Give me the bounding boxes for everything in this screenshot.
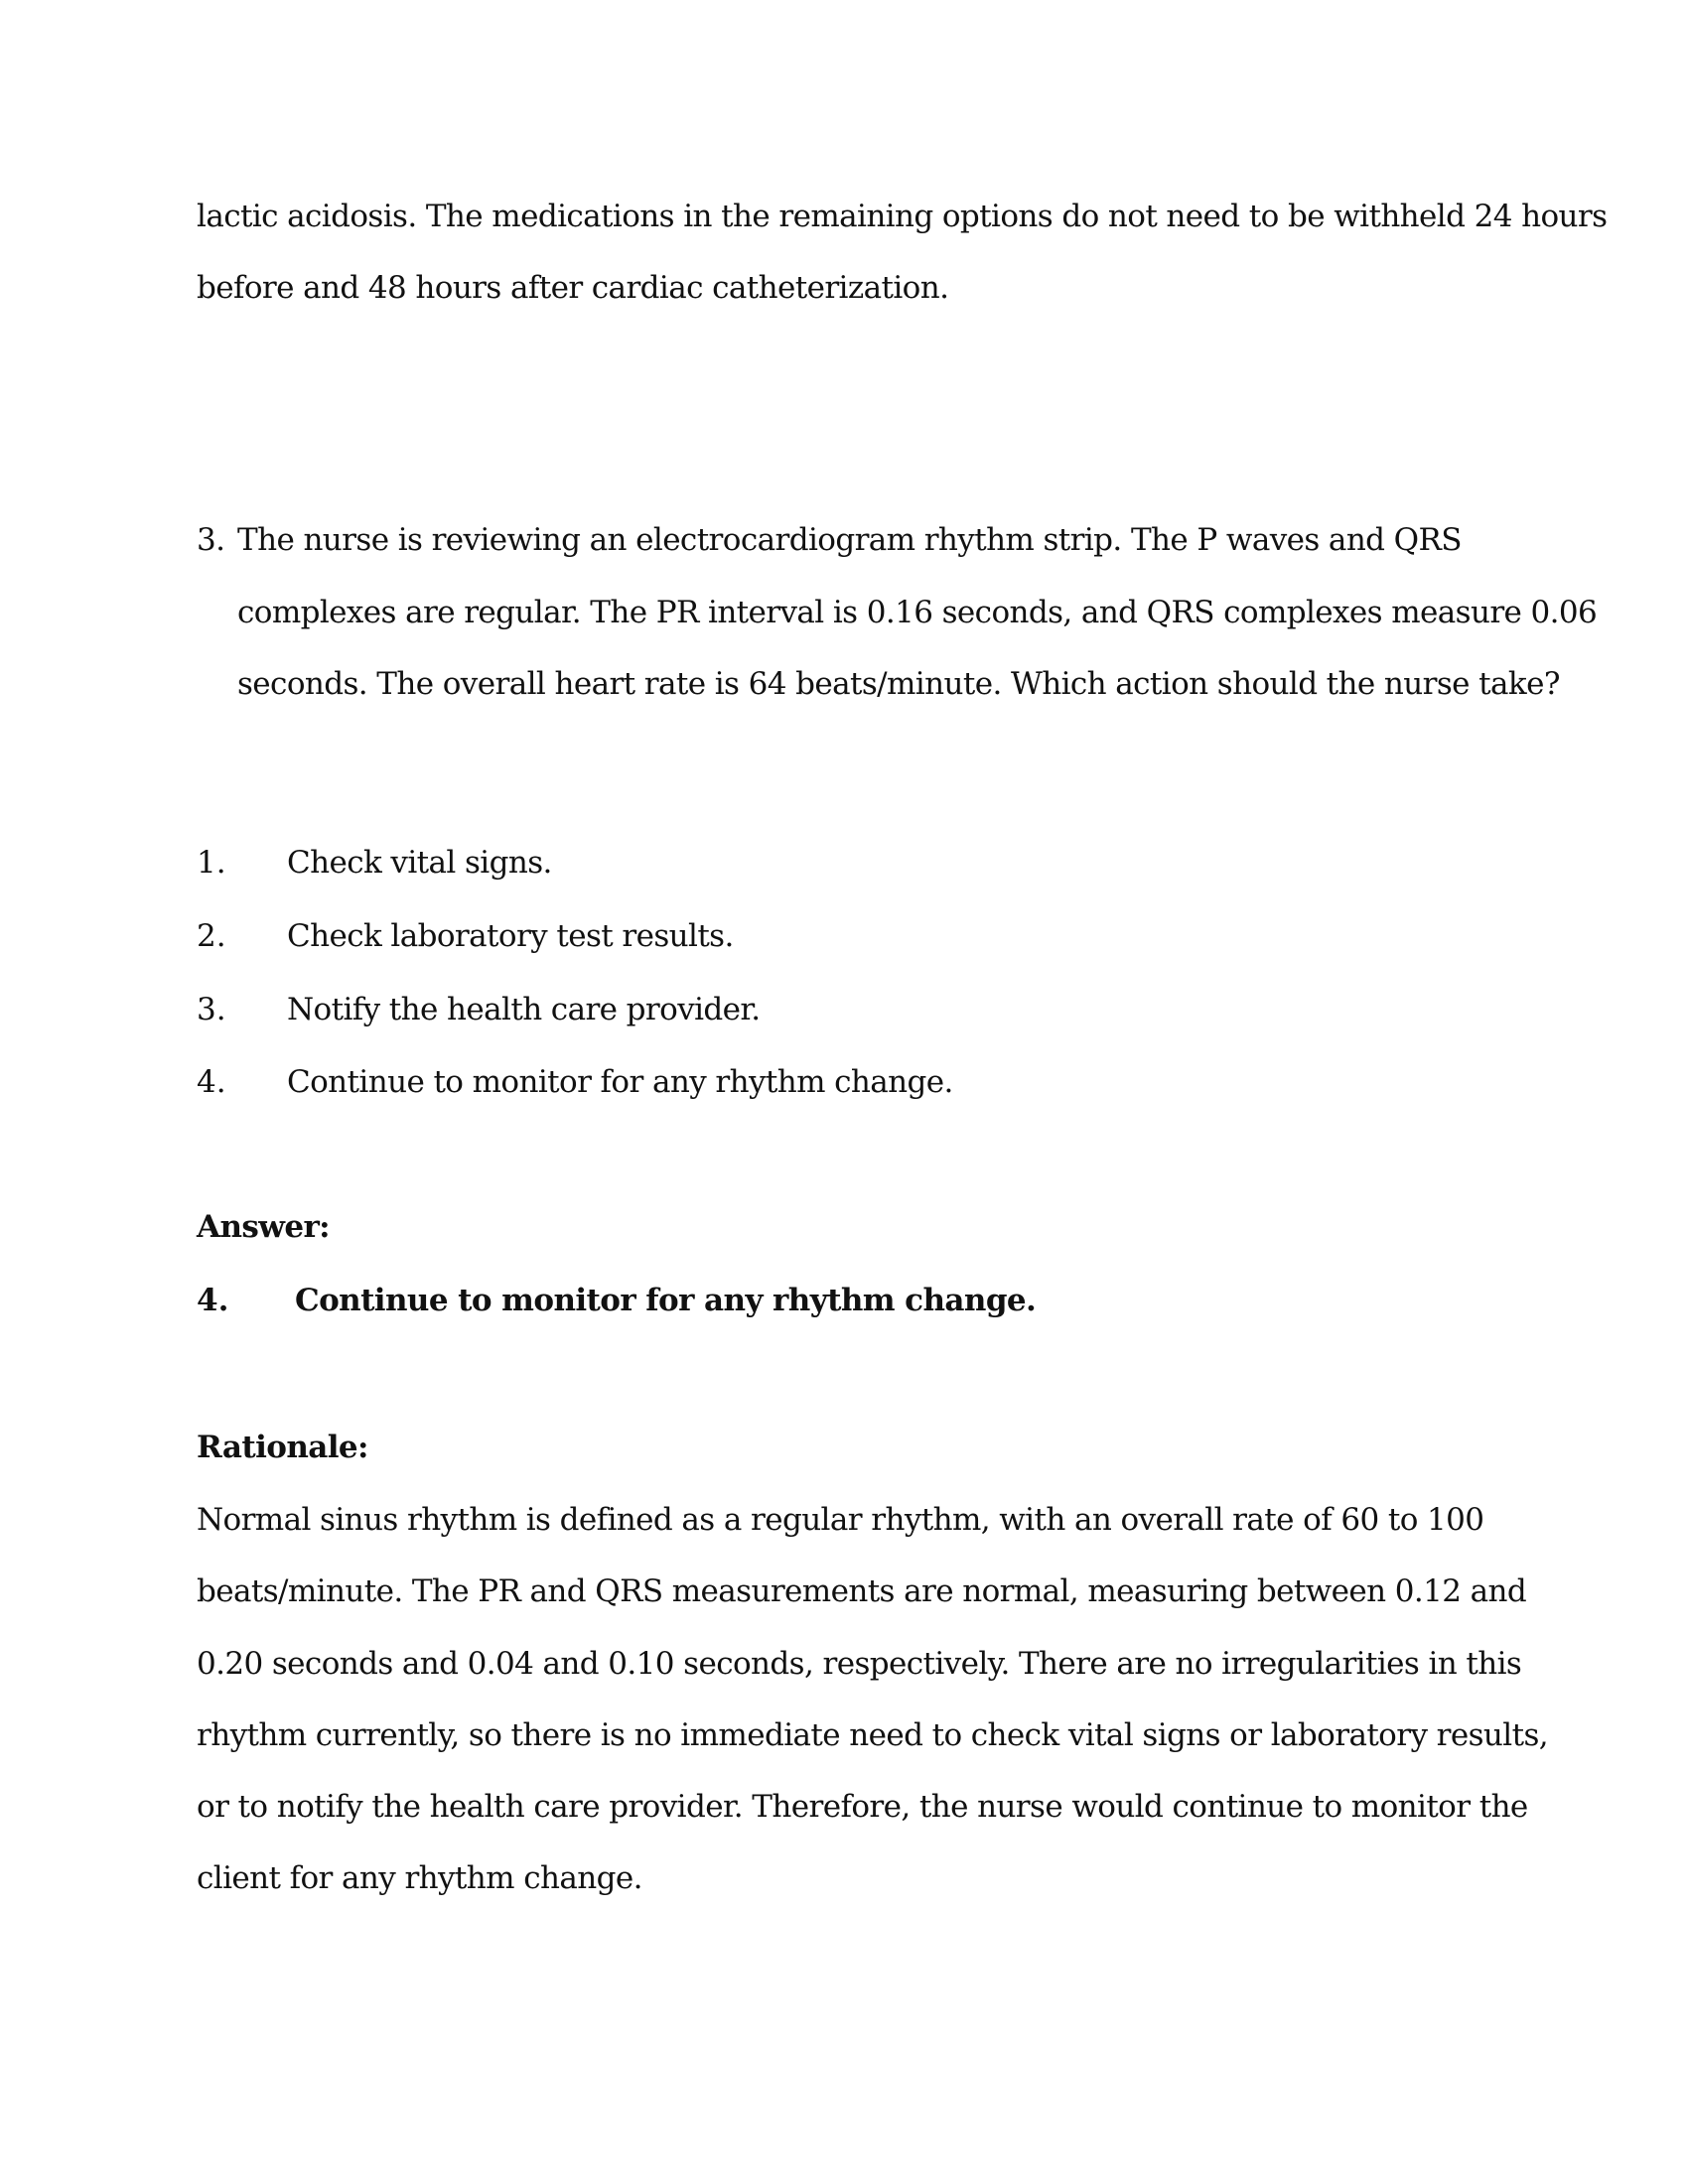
rationale-line-5: or to notify the health care provider. Therefore, the nurse would continue to monitor the bbox=[197, 1789, 1528, 1825]
answer-number: 4. bbox=[197, 1283, 229, 1318]
rationale-heading: Rationale: bbox=[197, 1430, 368, 1465]
rationale-line-4: rhythm currently, so there is no immediate need to check vital signs or laboratory results, bbox=[197, 1717, 1549, 1753]
option-3-text: Notify the health care provider. bbox=[287, 992, 761, 1027]
rationale-line-2: beats/minute. The PR and QRS measurements are normal, measuring between 0.12 and bbox=[197, 1573, 1527, 1609]
answer-heading: Answer: bbox=[197, 1209, 331, 1245]
rationale-line-1: Normal sinus rhythm is defined as a regular rhythm, with an overall rate of 60 to 100 bbox=[197, 1502, 1484, 1538]
option-4-text: Continue to monitor for any rhythm change. bbox=[287, 1064, 953, 1100]
continuation-line-2: before and 48 hours after cardiac catheterization. bbox=[197, 270, 949, 306]
question-line-1: The nurse is reviewing an electrocardiogram rhythm strip. The P waves and QRS bbox=[237, 522, 1462, 558]
question-line-3: seconds. The overall heart rate is 64 beats/minute. Which action should the nurse take? bbox=[237, 666, 1560, 702]
rationale-line-3: 0.20 seconds and 0.04 and 0.10 seconds, respectively. There are no irregularities in this bbox=[197, 1646, 1522, 1682]
option-3-number: 3. bbox=[197, 992, 226, 1027]
option-2-text: Check laboratory test results. bbox=[287, 918, 734, 954]
answer-text: Continue to monitor for any rhythm change. bbox=[295, 1283, 1037, 1318]
option-2-number: 2. bbox=[197, 918, 226, 954]
option-1-number: 1. bbox=[197, 845, 226, 881]
option-1-text: Check vital signs. bbox=[287, 845, 552, 881]
option-4-number: 4. bbox=[197, 1064, 226, 1100]
rationale-line-6: client for any rhythm change. bbox=[197, 1860, 642, 1896]
question-line-2: complexes are regular. The PR interval is 0.16 seconds, and QRS complexes measure 0.06 bbox=[237, 595, 1598, 630]
continuation-line-1: lactic acidosis. The medications in the remaining options do not need to be withheld 24 hours bbox=[197, 199, 1608, 234]
question-number: 3. bbox=[197, 522, 225, 558]
